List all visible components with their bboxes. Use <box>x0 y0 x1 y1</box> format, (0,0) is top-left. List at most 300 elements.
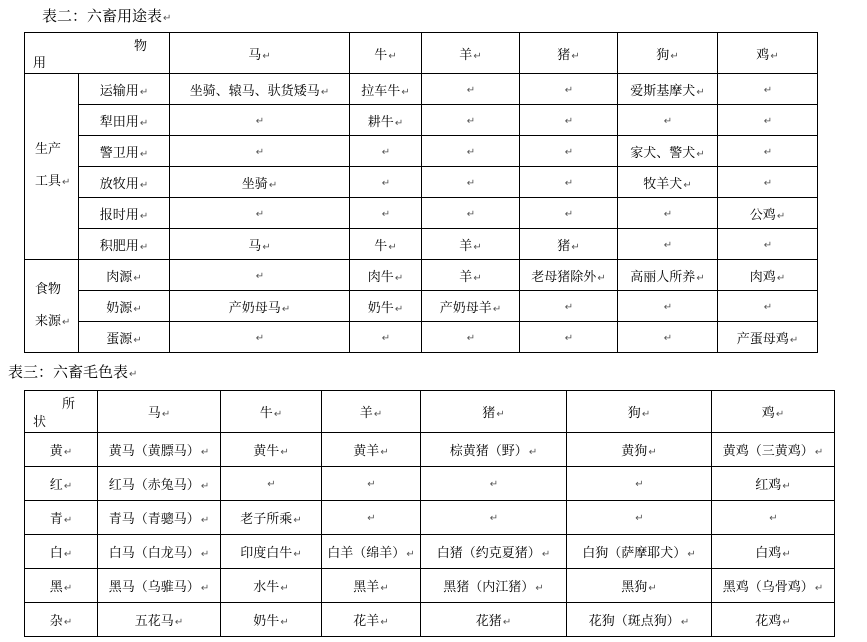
column-header-text: 猪 <box>557 47 571 63</box>
paragraph-mark: ↵ <box>367 479 376 490</box>
data-cell <box>618 291 718 322</box>
column-header-text: 马 <box>248 47 262 63</box>
data-cell-text: 五花马 <box>134 614 174 629</box>
data-cell <box>170 322 350 353</box>
data-cell <box>170 74 350 105</box>
table-header-row <box>25 391 835 433</box>
paragraph-mark: ↵ <box>394 272 404 284</box>
row-header <box>79 260 170 291</box>
paragraph-mark: ↵ <box>571 50 580 62</box>
header-corner-cell <box>25 391 98 433</box>
data-cell-text: 黑鸡（乌骨鸡） <box>722 580 814 595</box>
row-header-text: 积肥用 <box>99 238 139 254</box>
paragraph-mark: ↵ <box>133 334 142 346</box>
column-header <box>520 33 618 74</box>
table-row <box>25 603 835 637</box>
data-cell <box>618 136 718 167</box>
paragraph-mark: ↵ <box>394 303 404 315</box>
data-cell <box>618 260 718 291</box>
data-cell-text: 羊 <box>459 238 473 254</box>
paragraph-mark: ↵ <box>663 208 673 220</box>
paragraph-mark: ↵ <box>564 146 574 158</box>
row-header <box>79 74 170 105</box>
paragraph-mark: ↵ <box>473 50 482 62</box>
data-cell <box>618 322 718 353</box>
column-header-text: 马 <box>147 406 161 421</box>
paragraph-mark: ↵ <box>564 332 574 344</box>
data-cell <box>618 198 718 229</box>
data-cell <box>567 467 712 501</box>
paragraph-mark: ↵ <box>255 146 265 158</box>
data-cell-text: 坐骑、辕马、驮货矮马 <box>189 83 320 99</box>
data-cell-text: 奶牛 <box>367 300 394 316</box>
livestock-coat-color-table <box>24 390 835 637</box>
data-cell <box>718 198 818 229</box>
data-cell <box>221 467 322 501</box>
corner-label-bottom: 用 <box>33 56 47 71</box>
data-cell-text: 高丽人所养 <box>630 269 696 285</box>
data-cell <box>718 74 818 105</box>
paragraph-mark: ↵ <box>473 272 482 284</box>
paragraph-mark: ↵ <box>663 239 673 251</box>
row-header <box>25 603 98 637</box>
row-header-text: 运输用 <box>99 83 139 99</box>
data-cell <box>221 535 322 569</box>
paragraph-mark: ↵ <box>502 617 512 628</box>
table2-title: 表二：六畜用途表↵ <box>42 7 172 25</box>
paragraph-mark: ↵ <box>62 177 71 188</box>
table-row <box>25 291 818 322</box>
paragraph-mark: ↵ <box>541 549 551 560</box>
column-header-text: 牛 <box>374 47 388 63</box>
paragraph-mark: ↵ <box>273 409 283 420</box>
data-cell <box>322 501 421 535</box>
paragraph-mark: ↵ <box>381 208 391 220</box>
paragraph-mark: ↵ <box>763 115 773 127</box>
data-cell <box>520 322 618 353</box>
data-cell <box>422 291 520 322</box>
row-header <box>79 322 170 353</box>
paragraph-mark: ↵ <box>683 179 692 191</box>
data-cell-text: 花狗（斑点狗） <box>588 614 680 629</box>
data-cell <box>170 260 350 291</box>
column-header <box>567 391 712 433</box>
paragraph-mark: ↵ <box>663 115 673 127</box>
paragraph-mark: ↵ <box>763 301 773 313</box>
column-header <box>350 33 422 74</box>
row-header <box>79 229 170 260</box>
data-cell <box>98 501 221 535</box>
paragraph-mark: ↵ <box>62 316 71 328</box>
paragraph-mark: ↵ <box>268 179 278 191</box>
data-cell <box>520 260 618 291</box>
data-cell-text: 产蛋母鸡 <box>736 331 789 347</box>
table-row <box>25 535 835 569</box>
paragraph-mark: ↵ <box>564 208 574 220</box>
data-cell-text: 羊 <box>459 269 473 285</box>
data-cell-text: 棕黄猪（野） <box>449 444 528 459</box>
paragraph-mark: ↵ <box>466 146 476 158</box>
table-row <box>25 322 818 353</box>
paragraph-mark: ↵ <box>687 549 696 560</box>
paragraph-mark: ↵ <box>466 84 476 96</box>
table-row <box>25 229 818 260</box>
row-header-text: 警卫用 <box>99 145 139 161</box>
paragraph-mark: ↵ <box>401 86 410 98</box>
paragraph-mark: ↵ <box>381 332 391 344</box>
table-row <box>25 167 818 198</box>
paragraph-mark: ↵ <box>280 447 289 458</box>
data-cell <box>221 603 322 637</box>
paragraph-mark: ↵ <box>139 210 149 222</box>
data-cell <box>421 433 567 467</box>
paragraph-mark: ↵ <box>381 177 391 189</box>
data-cell-text: 黄马（黄膘马） <box>108 444 200 459</box>
data-cell <box>170 167 350 198</box>
data-cell <box>322 467 421 501</box>
data-cell <box>718 291 818 322</box>
data-cell <box>422 167 520 198</box>
paragraph-mark: ↵ <box>528 447 538 458</box>
data-cell-text: 老母猪除外 <box>531 269 597 285</box>
paragraph-mark: ↵ <box>535 583 544 594</box>
data-cell-text: 白马（白龙马） <box>108 546 200 561</box>
data-cell-text: 黑狗 <box>621 580 648 595</box>
column-header <box>718 33 818 74</box>
data-cell <box>520 229 618 260</box>
data-cell <box>350 291 422 322</box>
paragraph-mark: ↵ <box>492 303 502 315</box>
row-header <box>25 433 98 467</box>
column-header-text: 狗 <box>656 47 670 63</box>
data-cell <box>322 569 421 603</box>
paragraph-mark: ↵ <box>133 272 142 284</box>
row-header-text: 奶源 <box>106 300 133 316</box>
data-cell <box>350 105 422 136</box>
column-header <box>98 391 221 433</box>
column-header-text: 羊 <box>359 406 373 421</box>
paragraph-mark: ↵ <box>174 617 184 628</box>
table-row <box>25 433 835 467</box>
data-cell-text: 花羊 <box>353 614 380 629</box>
data-cell <box>421 501 567 535</box>
data-cell <box>712 501 835 535</box>
category-label: 来源↵ <box>35 313 71 329</box>
data-cell <box>350 74 422 105</box>
data-cell-text: 爱斯基摩犬 <box>630 83 696 99</box>
paragraph-mark: ↵ <box>571 241 580 253</box>
data-cell-text: 拉车牛 <box>361 83 401 99</box>
data-cell <box>520 136 618 167</box>
paragraph-mark: ↵ <box>769 513 778 524</box>
paragraph-mark: ↵ <box>373 409 383 420</box>
paragraph-mark: ↵ <box>466 177 476 189</box>
column-header-text: 鸡 <box>756 47 770 63</box>
column-header <box>422 33 520 74</box>
row-header <box>79 167 170 198</box>
data-cell <box>618 105 718 136</box>
paragraph-mark: ↵ <box>133 303 142 315</box>
paragraph-mark: ↵ <box>320 86 330 98</box>
data-cell <box>712 569 835 603</box>
data-cell-text: 黄羊 <box>353 444 380 459</box>
paragraph-mark: ↵ <box>161 409 171 420</box>
paragraph-mark: ↵ <box>200 583 210 594</box>
paragraph-mark: ↵ <box>782 617 791 628</box>
data-cell-text: 黑马（乌骓马） <box>108 580 200 595</box>
paragraph-mark: ↵ <box>388 241 397 253</box>
paragraph-mark: ↵ <box>789 334 799 346</box>
row-header-text: 放牧用 <box>99 176 139 192</box>
data-cell <box>170 105 350 136</box>
data-cell-text: 牛 <box>374 238 388 254</box>
data-cell-text: 青马（青骢马） <box>108 512 200 527</box>
paragraph-mark: ↵ <box>564 301 574 313</box>
data-cell <box>170 198 350 229</box>
data-cell <box>712 603 835 637</box>
category-cell <box>25 260 79 353</box>
row-header-text: 杂 <box>49 614 63 629</box>
paragraph-mark: ↵ <box>696 86 705 98</box>
paragraph-mark: ↵ <box>255 332 265 344</box>
column-header-text: 鸡 <box>761 406 775 421</box>
column-header <box>421 391 567 433</box>
data-cell <box>221 569 322 603</box>
paragraph-mark: ↵ <box>466 332 476 344</box>
row-header <box>25 535 98 569</box>
data-cell <box>421 535 567 569</box>
data-cell-text: 家犬、警犬 <box>630 145 696 161</box>
data-cell <box>422 229 520 260</box>
data-cell-text: 黑羊 <box>353 580 380 595</box>
data-cell <box>350 229 422 260</box>
data-cell <box>422 136 520 167</box>
data-cell <box>422 260 520 291</box>
data-cell <box>520 291 618 322</box>
paragraph-mark: ↵ <box>200 515 210 526</box>
paragraph-mark: ↵ <box>680 617 690 628</box>
row-header <box>25 501 98 535</box>
paragraph-mark: ↵ <box>63 481 73 492</box>
paragraph-mark: ↵ <box>814 447 824 458</box>
column-header <box>170 33 350 74</box>
data-cell <box>718 105 818 136</box>
paragraph-mark: ↵ <box>782 549 791 560</box>
category-label: 工具↵ <box>35 174 71 189</box>
paragraph-mark: ↵ <box>281 303 291 315</box>
data-cell <box>422 74 520 105</box>
paragraph-mark: ↵ <box>696 148 705 160</box>
row-header <box>79 291 170 322</box>
data-cell-text: 黑猪（内江猪） <box>443 580 535 595</box>
paragraph-mark: ↵ <box>63 549 73 560</box>
paragraph-mark: ↵ <box>255 208 265 220</box>
paragraph-mark: ↵ <box>381 146 391 158</box>
column-header <box>322 391 421 433</box>
data-cell <box>170 229 350 260</box>
table-row <box>25 74 818 105</box>
data-cell <box>618 74 718 105</box>
data-cell <box>422 105 520 136</box>
paragraph-mark: ↵ <box>280 583 289 594</box>
paragraph-mark: ↵ <box>496 409 505 420</box>
column-header-text: 羊 <box>459 47 473 63</box>
category-cell <box>25 74 79 260</box>
paragraph-mark: ↵ <box>473 241 482 253</box>
header-corner-cell <box>25 33 170 74</box>
paragraph-mark: ↵ <box>139 86 149 98</box>
paragraph-mark: ↵ <box>776 272 786 284</box>
paragraph-mark: ↵ <box>200 481 210 492</box>
table-row <box>25 136 818 167</box>
data-cell-text: 老子所乘 <box>240 512 293 527</box>
row-header-text: 白 <box>49 546 63 561</box>
column-header-text: 狗 <box>627 406 641 421</box>
row-header-text: 报时用 <box>99 207 139 223</box>
data-cell <box>322 433 421 467</box>
paragraph-mark: ↵ <box>597 272 606 284</box>
paragraph-mark: ↵ <box>367 513 376 524</box>
paragraph-mark: ↵ <box>489 513 499 524</box>
data-cell <box>221 501 322 535</box>
paragraph-mark: ↵ <box>635 479 644 490</box>
paragraph-mark: ↵ <box>696 272 705 284</box>
data-cell <box>422 198 520 229</box>
table-header-row <box>25 33 818 74</box>
paragraph-mark: ↵ <box>380 617 389 628</box>
paragraph-mark: ↵ <box>663 332 673 344</box>
table-row <box>25 467 835 501</box>
data-cell-text: 黄牛 <box>253 444 280 459</box>
paragraph-mark: ↵ <box>139 148 149 160</box>
row-header <box>79 198 170 229</box>
data-cell <box>712 535 835 569</box>
data-cell-text: 肉牛 <box>367 269 394 285</box>
paragraph-mark: ↵ <box>763 239 773 251</box>
category-label: 食物 <box>35 281 62 297</box>
category-label: 生产 <box>35 142 62 157</box>
data-cell <box>98 535 221 569</box>
paragraph-mark: ↵ <box>255 270 265 282</box>
column-header <box>221 391 322 433</box>
table3-title: 表三：六畜毛色表↵ <box>8 363 138 381</box>
row-header-text: 肉源 <box>106 269 133 285</box>
data-cell <box>98 433 221 467</box>
row-header-text: 黑 <box>49 580 63 595</box>
paragraph-mark: ↵ <box>139 117 149 129</box>
data-cell-text: 公鸡 <box>749 207 776 223</box>
paragraph-mark: ↵ <box>648 447 657 458</box>
data-cell-text: 黄狗 <box>621 444 648 459</box>
data-cell <box>718 136 818 167</box>
paragraph-mark: ↵ <box>564 177 574 189</box>
table-row <box>25 569 835 603</box>
paragraph-mark: ↵ <box>255 115 265 127</box>
paragraph-mark: ↵ <box>63 447 73 458</box>
data-cell-text: 花鸡 <box>755 614 782 629</box>
paragraph-mark: ↵ <box>262 241 271 253</box>
table-row <box>25 105 818 136</box>
data-cell <box>421 603 567 637</box>
data-cell <box>98 467 221 501</box>
data-cell <box>98 603 221 637</box>
paragraph-mark: ↵ <box>293 515 302 526</box>
row-header-text: 黄 <box>49 444 63 459</box>
paragraph-mark: ↵ <box>388 50 397 62</box>
paragraph-mark: ↵ <box>648 583 657 594</box>
paragraph-mark: ↵ <box>262 50 271 62</box>
corner-label-top: 物 <box>133 39 147 54</box>
data-cell <box>712 433 835 467</box>
column-header <box>712 391 835 433</box>
paragraph-mark: ↵ <box>293 549 302 560</box>
data-cell-text: 产奶母羊 <box>439 300 492 316</box>
corner-label-top: 所 <box>61 397 75 412</box>
paragraph-mark: ↵ <box>380 447 389 458</box>
data-cell-text: 白羊（绵羊） <box>327 546 406 561</box>
data-cell-text: 水牛 <box>253 580 280 595</box>
paragraph-mark: ↵ <box>380 583 389 594</box>
paragraph-mark: ↵ <box>635 513 644 524</box>
column-header <box>618 33 718 74</box>
paragraph-mark: ↵ <box>466 115 476 127</box>
paragraph-mark: ↵ <box>406 549 415 560</box>
row-header <box>25 569 98 603</box>
data-cell-text: 花猪 <box>475 614 502 629</box>
paragraph-mark: ↵ <box>670 50 679 62</box>
data-cell-text: 白狗（萨摩耶犬） <box>582 546 687 561</box>
paragraph-mark: ↵ <box>280 617 289 628</box>
data-cell <box>567 535 712 569</box>
paragraph-mark: ↵ <box>763 146 773 158</box>
paragraph-mark: ↵ <box>489 479 499 490</box>
data-cell-text: 坐骑 <box>241 176 268 192</box>
paragraph-mark: ↵ <box>394 117 404 129</box>
paragraph-mark: ↵ <box>200 447 210 458</box>
data-cell-text: 马 <box>248 238 262 254</box>
paragraph-mark: ↵ <box>267 479 276 490</box>
paragraph-mark: ↵ <box>63 515 73 526</box>
row-header-text: 犁田用 <box>99 114 139 130</box>
data-cell <box>422 322 520 353</box>
data-cell-text: 产奶母马 <box>228 300 281 316</box>
data-cell <box>520 74 618 105</box>
data-cell <box>567 433 712 467</box>
data-cell-text: 猪 <box>557 238 571 254</box>
data-cell-text: 肉鸡 <box>749 269 776 285</box>
row-header <box>79 136 170 167</box>
data-cell <box>712 467 835 501</box>
corner-label-bottom: 状 <box>33 415 47 430</box>
data-cell <box>618 167 718 198</box>
row-header-text: 红 <box>49 478 63 493</box>
data-cell <box>350 260 422 291</box>
data-cell-text: 红鸡 <box>755 478 782 493</box>
data-cell <box>170 291 350 322</box>
paragraph-mark: ↵ <box>200 549 210 560</box>
paragraph-mark: ↵ <box>776 210 786 222</box>
data-cell-text: 奶牛 <box>253 614 280 629</box>
data-cell-text: 红马（赤兔马） <box>108 478 200 493</box>
data-cell <box>718 260 818 291</box>
paragraph-mark: ↵ <box>641 409 651 420</box>
data-cell <box>421 569 567 603</box>
paragraph-mark: ↵ <box>139 179 149 191</box>
column-header-text: 牛 <box>259 406 273 421</box>
data-cell-text: 黄鸡（三黄鸡） <box>722 444 814 459</box>
paragraph-mark: ↵ <box>782 481 791 492</box>
paragraph-mark: ↵ <box>564 115 574 127</box>
